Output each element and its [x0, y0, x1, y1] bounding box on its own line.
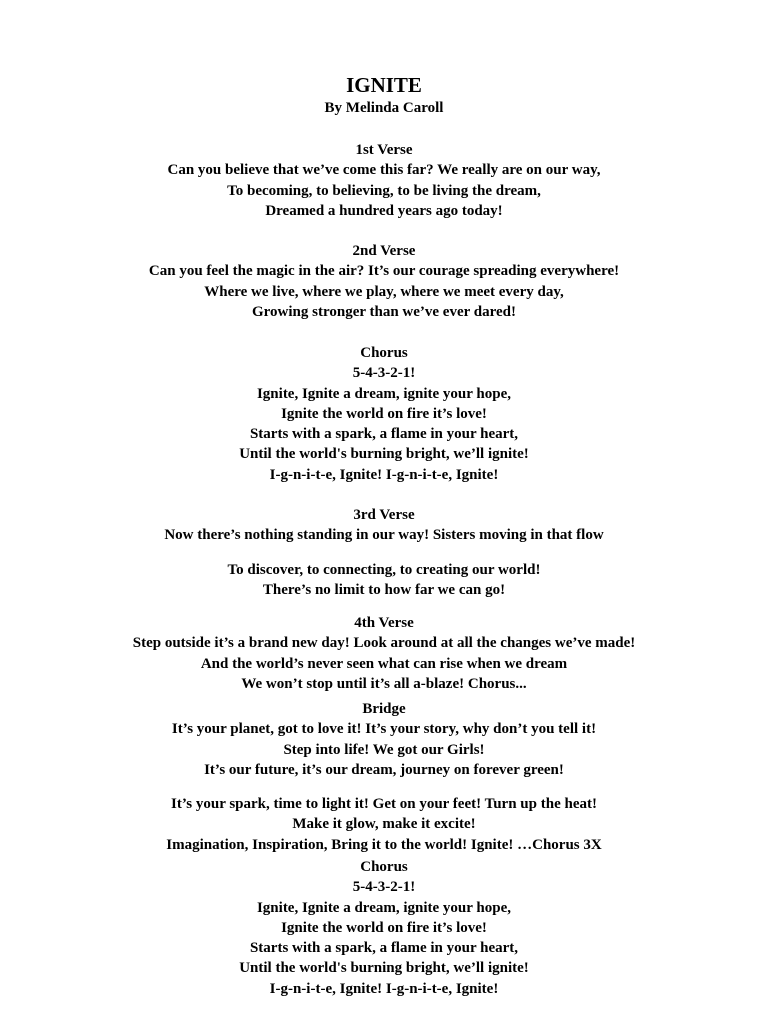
lyric-line: 5-4-3-2-1! [352, 365, 416, 382]
lyric-line: Make it glow, make it excite! [292, 816, 476, 833]
lyric-line: Now there’s nothing standing in our way! Sisters moving in that flow [164, 527, 604, 544]
lyric-line: Step into life! We got our Girls! [283, 741, 485, 758]
lyric-line: Ignite, Ignite a dream, ignite your hope, [256, 899, 512, 916]
lyric-line: Ignite the world on fire it’s love! [281, 405, 487, 422]
stanza-gap [0, 546, 768, 560]
chorus-2 [0, 857, 768, 999]
verse-3 [0, 505, 768, 600]
lyric-line: I-g-n-i-t-e, Ignite! I-g-n-i-t-e, Ignite! [269, 466, 499, 483]
lyric-line: To discover, to connecting, to creating our world! [227, 561, 541, 578]
lyric-line: Where we live, where we play, where we meet every day, [204, 283, 564, 300]
lyric-line: Can you believe that we’ve come this far? We really are on our way, [167, 162, 601, 179]
lyric-line: Until the world's burning bright, we’ll ignite! [239, 446, 529, 463]
bridge [0, 699, 768, 855]
lyric-line: Growing stronger than we’ve ever dared! [251, 303, 516, 320]
lyric-line: Until the world's burning bright, we’ll ignite! [239, 960, 529, 977]
song-author: By Melinda Caroll [324, 100, 444, 116]
chorus-1 [0, 343, 768, 485]
lyric-line: Step outside it’s a brand new day! Look around at all the changes we’ve made! [132, 635, 636, 652]
section-heading: 3rd Verse [353, 507, 415, 523]
lyric-line: Dreamed a hundred years ago today! [265, 202, 503, 219]
lyric-line: Imagination, Inspiration, Bring it to the world! Ignite! …Chorus 3X [166, 836, 602, 853]
lyric-line: Starts with a spark, a flame in your heart, [249, 940, 519, 957]
lyric-line: 5-4-3-2-1! [352, 879, 416, 896]
lyric-line: It’s your spark, time to light it! Get on your feet! Turn up the heat! [171, 796, 597, 813]
verse-2 [0, 241, 768, 322]
verse-4 [0, 613, 768, 694]
song-title: IGNITE [346, 73, 422, 97]
lyric-line: It’s our future, it’s our dream, journey on forever green! [204, 761, 564, 778]
lyric-line: Ignite the world on fire it’s love! [281, 919, 487, 936]
lyric-line: There’s no limit to how far we can go! [262, 581, 506, 598]
section-heading: 2nd Verse [352, 243, 416, 259]
lyric-line: And the world’s never seen what can rise when we dream [200, 655, 568, 672]
verse-1 [0, 140, 768, 221]
lyric-line: To becoming, to believing, to be living the dream, [227, 182, 541, 199]
stanza-gap [0, 780, 768, 794]
lyric-line: Can you feel the magic in the air? It’s our courage spreading everywhere! [148, 263, 620, 280]
section-heading: 1st Verse [355, 142, 413, 158]
section-heading: Chorus [360, 859, 408, 875]
section-heading: Chorus [360, 345, 408, 361]
section-heading: Bridge [362, 701, 406, 717]
lyric-line: Ignite, Ignite a dream, ignite your hope, [256, 385, 512, 402]
lyric-line: We won’t stop until it’s all a-blaze! Chorus... [241, 675, 527, 692]
lyric-line: I-g-n-i-t-e, Ignite! I-g-n-i-t-e, Ignite! [269, 980, 499, 997]
section-heading: 4th Verse [354, 615, 414, 631]
lyric-line: It’s your planet, got to love it! It’s your story, why don’t you tell it! [171, 721, 597, 738]
lyric-line: Starts with a spark, a flame in your heart, [249, 426, 519, 443]
